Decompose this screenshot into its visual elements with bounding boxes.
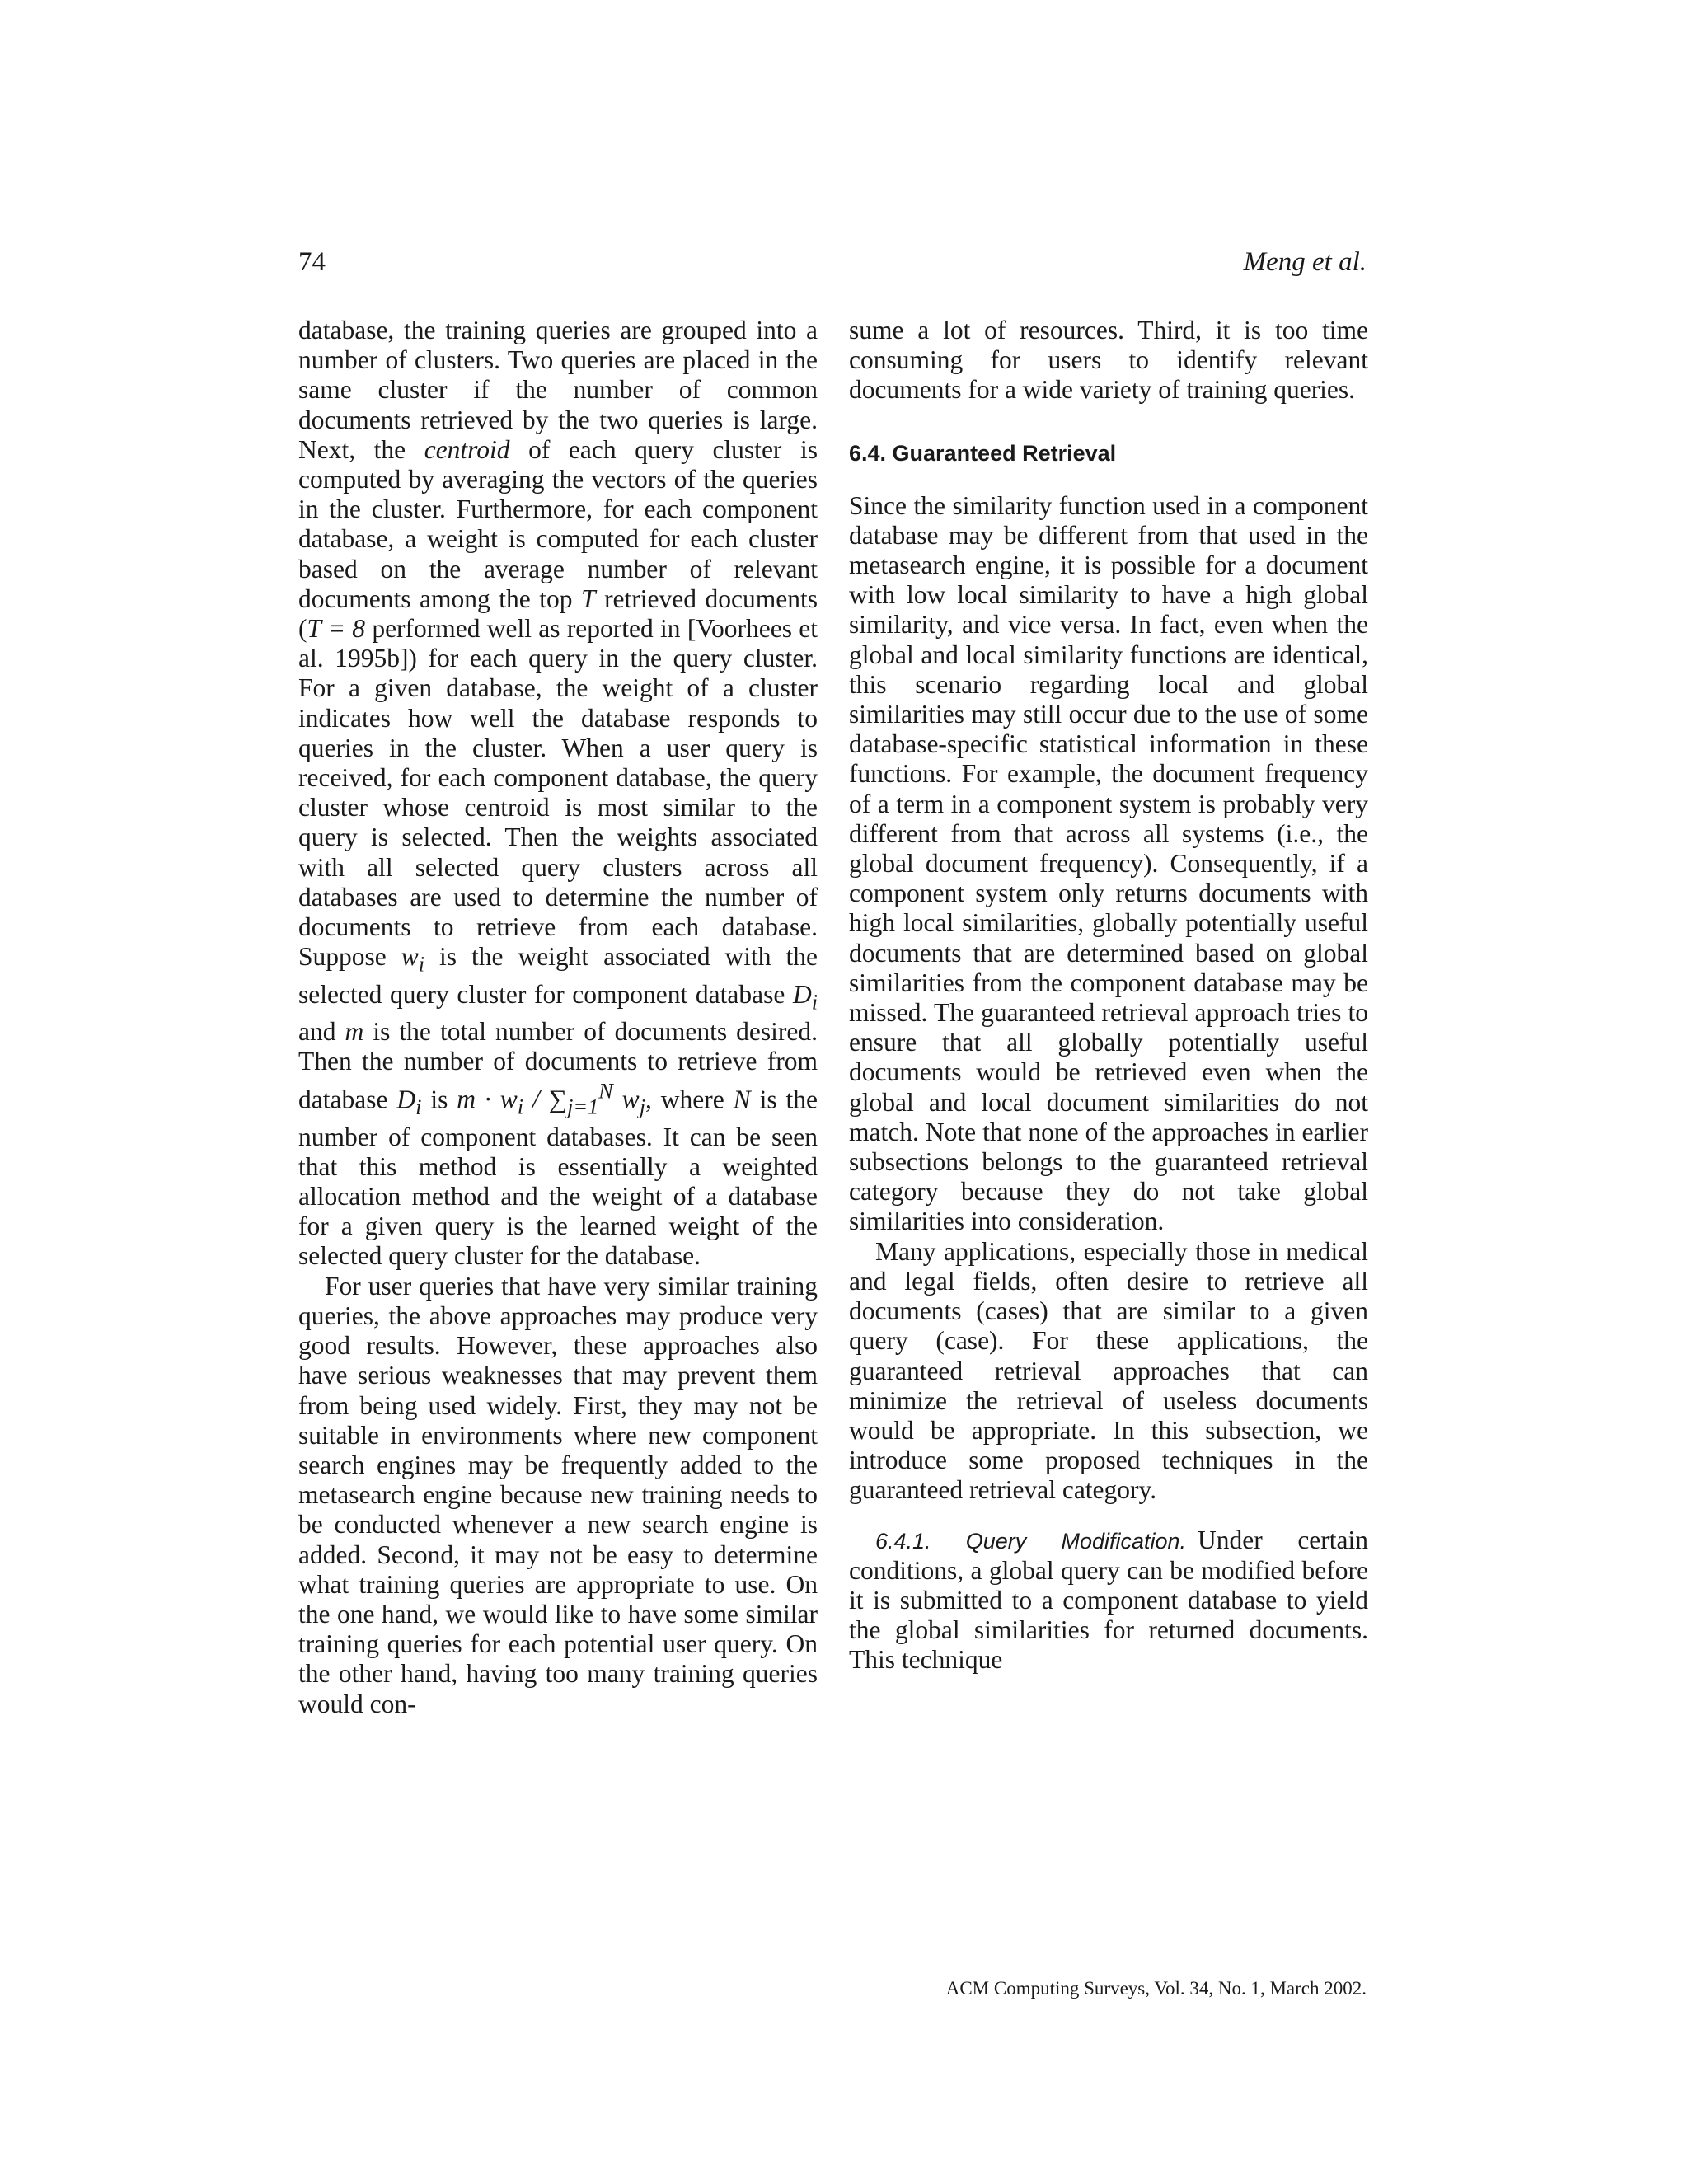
right-paragraph-1: Since the similarity function used in a component database may be different from that used in the metasearch engine, it is possible for a document with low local similarity to have a high global similarity, and vice versa. In fact, even when the global and local similarity functions are identical, this scenario regarding local and global similarities may still occur due to the use of some database-specific statistical information in these functions. For example, the document frequency of a term in a component system is probably very different from that across all systems (i.e., the global document frequency). Consequently, if a component system only returns documents with high local similarities, globally potentially useful documents that are determined based on global similarities from the component database may be missed. The guaranteed retrieval approach tries to ensure that all globally potentially useful documents would be retrieved even when the global and local document similarities do not match. Note that none of the approaches in earlier subsections belongs to the guaranteed retrieval category because they do not take global similarities into consideration. [849, 490, 1368, 1236]
left-column [298, 316, 818, 1719]
subsection-title: 6.4.1. Query Modification. [875, 1528, 1187, 1554]
allocation-formula: $m \cdot w_i / \sum_{j=1}^N$ $w_j$ [457, 1079, 645, 1119]
left-paragraph-1: database, the training queries are grouped into a number of clusters. Two queries are placed in the same cluster if the number of common documents retrieved by the two queries is large. Next, the centroid of each query cluster is computed by averaging the vectors of the queries in the cluster. Furthermore, for each component database, a weight is computed for each cluster based on the average number of relevant documents among the top T retrieved documents (T = 8 performed well as reported in [Voorhees et al. 1995b]) for each query in the query cluster. For a given database, the weight of a cluster indicates how well the database responds to queries in the cluster. When a user query is received, for each component database, the query cluster whose centroid is most similar to the query is selected. Then the weights associated with all selected query clusters across all databases are used to determine the number of documents to retrieve from each database. Suppose $w_i$ is the weight associated with the selected query cluster for component database $D_i$ and m is the total number of documents desired. Then the number of documents to retrieve from database $D_i$ is $m \cdot w_i / \sum_{j=1}^N$ $w_j$, where N is the number of component databases. It can be seen that this method is essentially a weighted allocation method and the weight of a database for a given query is the learned weight of the selected query cluster for the database. [298, 316, 818, 1271]
right-paragraph-3: 6.4.1. Query Modification. Under certain conditions, a global query can be modified before it is submitted to a component database to yield the global similarities for returned documents. This technique [849, 1525, 1368, 1675]
right-column [849, 316, 1368, 1675]
right-paragraph-0: sume a lot of resources. Third, it is too time consuming for users to identify relevant documents for a wide variety of training queries. [849, 316, 1368, 405]
left-paragraph-2: For user queries that have very similar training queries, the above approaches may produce very good results. However, these approaches also have serious weaknesses that may prevent them from being used widely. First, they may not be suitable in environments where new component search engines may be frequently added to the metasearch engine because new training needs to be conducted whenever a new search engine is added. Second, it may not be easy to determine what training queries are appropriate to use. On the one hand, we would like to have some similar training queries for each potential user query. On the other hand, having too many training queries would con- [298, 1271, 818, 1718]
section-heading: 6.4. Guaranteed Retrieval [849, 440, 1117, 466]
running-head: Meng et al. [1243, 247, 1367, 277]
right-paragraph-2: Many applications, especially those in medical and legal fields, often desire to retrieve all documents (cases) that are similar to a given query (case). For these applications, the guaranteed retrieval approaches that can minimize the retrieval of useless documents would be appropriate. In this subsection, we introduce some proposed techniques in the guaranteed retrieval category. [849, 1236, 1368, 1505]
footer-citation: ACM Computing Surveys, Vol. 34, No. 1, March 2002. [945, 1978, 1367, 1999]
page-number: 74 [298, 247, 326, 277]
